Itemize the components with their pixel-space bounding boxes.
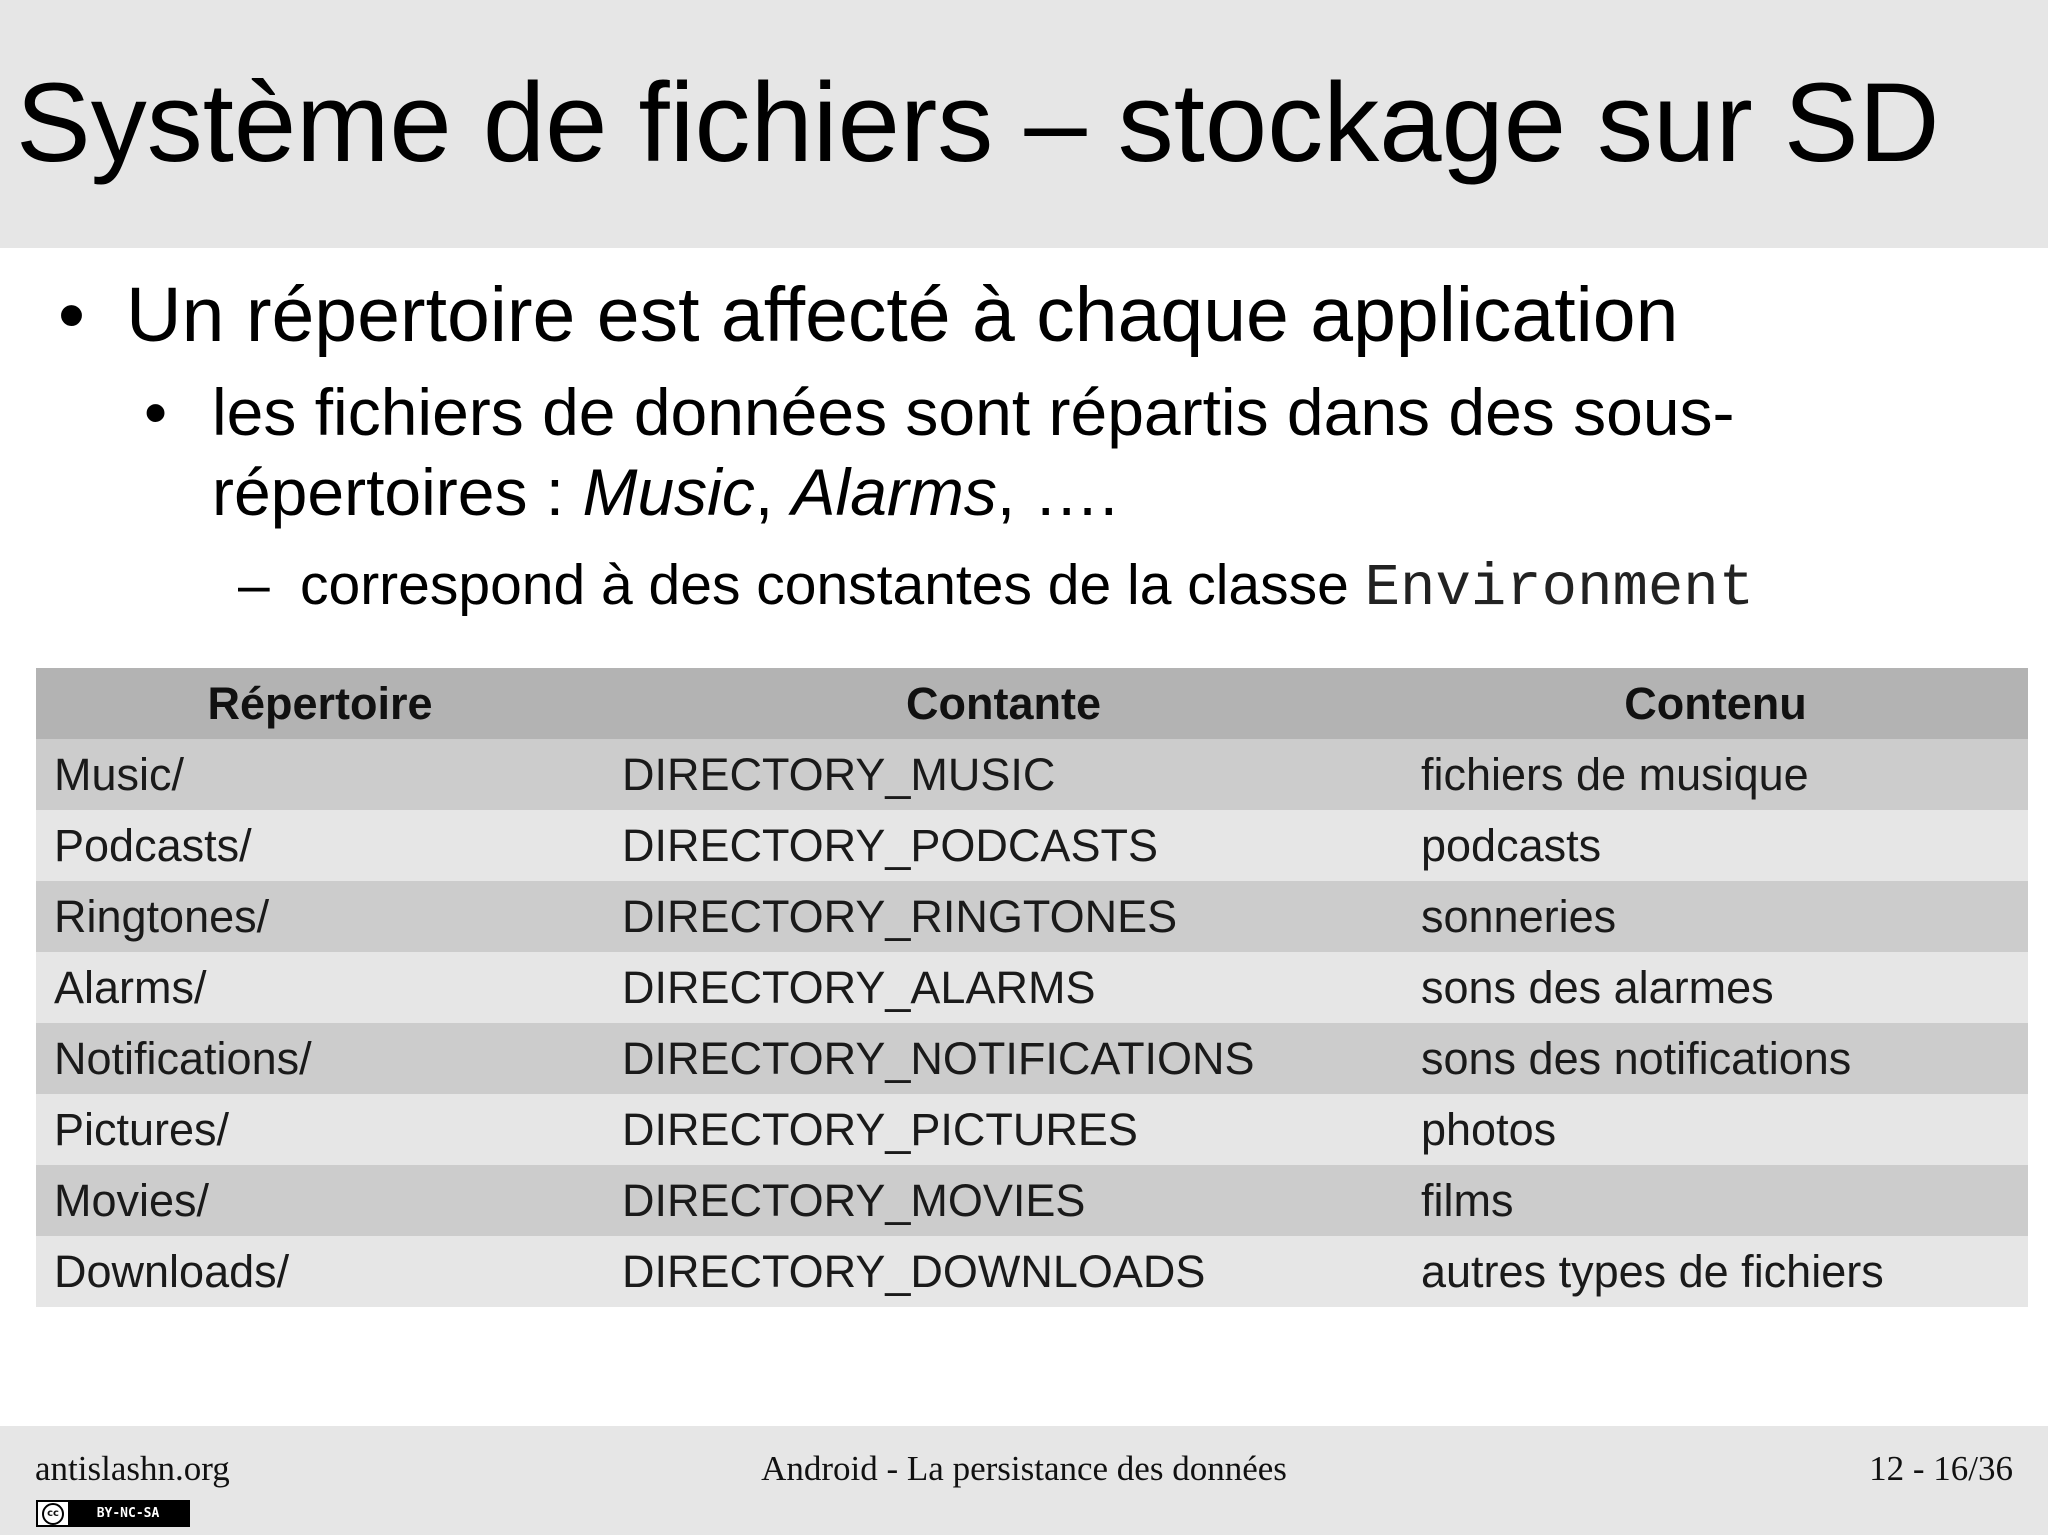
table-row xyxy=(36,810,2028,881)
table-row xyxy=(36,1094,2028,1165)
bullet-text-plain: correspond à des constantes de la classe xyxy=(300,553,1365,617)
cell-constant: DIRECTORY_MUSIC xyxy=(604,739,1403,810)
table-header-row xyxy=(36,668,2028,739)
cell-directory: Ringtones/ xyxy=(36,881,604,952)
cell-directory: Pictures/ xyxy=(36,1094,604,1165)
cell-constant: DIRECTORY_MOVIES xyxy=(604,1165,1403,1236)
table-row xyxy=(36,739,2028,810)
cell-content: films xyxy=(1403,1165,2028,1236)
cell-constant: DIRECTORY_ALARMS xyxy=(604,952,1403,1023)
cell-content: sons des alarmes xyxy=(1403,952,2028,1023)
bullet-text xyxy=(300,550,1754,624)
footer-site: antislashn.org xyxy=(35,1449,230,1488)
cell-content: autres types de fichiers xyxy=(1403,1236,2028,1307)
cell-constant: DIRECTORY_NOTIFICATIONS xyxy=(604,1023,1403,1094)
alarms-emphasis: Alarms xyxy=(791,455,997,529)
cell-constant: DIRECTORY_PICTURES xyxy=(604,1094,1403,1165)
cell-constant: DIRECTORY_RINGTONES xyxy=(604,881,1403,952)
cell-directory: Music/ xyxy=(36,739,604,810)
cell-content: sonneries xyxy=(1403,881,2028,952)
header-repertoire: Répertoire xyxy=(36,668,604,739)
table-row xyxy=(36,1165,2028,1236)
directory-table xyxy=(36,668,2028,1307)
header-contante: Contante xyxy=(604,668,1403,739)
cell-directory: Downloads/ xyxy=(36,1236,604,1307)
cell-content: sons des notifications xyxy=(1403,1023,2028,1094)
cell-directory: Notifications/ xyxy=(36,1023,604,1094)
table-row xyxy=(36,881,2028,952)
bullet-text-line1: les fichiers de données sont répartis dans des sous- xyxy=(212,375,1735,449)
table-row xyxy=(36,952,2028,1023)
line2-suffix: , …. xyxy=(996,455,1118,529)
cell-directory: Podcasts/ xyxy=(36,810,604,881)
cc-license-icon xyxy=(36,1500,190,1527)
cell-content: photos xyxy=(1403,1094,2028,1165)
cell-content: podcasts xyxy=(1403,810,2028,881)
line2-separator: , xyxy=(754,455,792,529)
bullet-marker: • xyxy=(144,375,168,449)
footer-presentation-title: Android - La persistance des données xyxy=(761,1449,1287,1488)
footer-page-number: 12 - 16/36 xyxy=(1869,1449,2013,1488)
cell-content: fichiers de musique xyxy=(1403,739,2028,810)
bullet-marker: • xyxy=(58,272,85,358)
cell-constant: DIRECTORY_DOWNLOADS xyxy=(604,1236,1403,1307)
table-row xyxy=(36,1236,2028,1307)
cc-symbol: cc xyxy=(42,1503,64,1525)
bullet-text: Un répertoire est affecté à chaque application xyxy=(126,272,1679,358)
header-contenu: Contenu xyxy=(1403,668,2028,739)
cell-constant: DIRECTORY_PODCASTS xyxy=(604,810,1403,881)
music-emphasis: Music xyxy=(582,455,755,529)
cell-directory: Movies/ xyxy=(36,1165,604,1236)
environment-class-code: Environment xyxy=(1364,555,1755,622)
bullet-text-line2 xyxy=(212,452,1118,532)
cc-license-label: BY-NC-SA xyxy=(68,1502,188,1525)
cell-directory: Alarms/ xyxy=(36,952,604,1023)
line2-prefix: répertoires : xyxy=(212,455,583,529)
slide-title: Système de fichiers – stockage sur SD xyxy=(16,60,1940,185)
dash-marker: – xyxy=(238,553,270,617)
table-row xyxy=(36,1023,2028,1094)
